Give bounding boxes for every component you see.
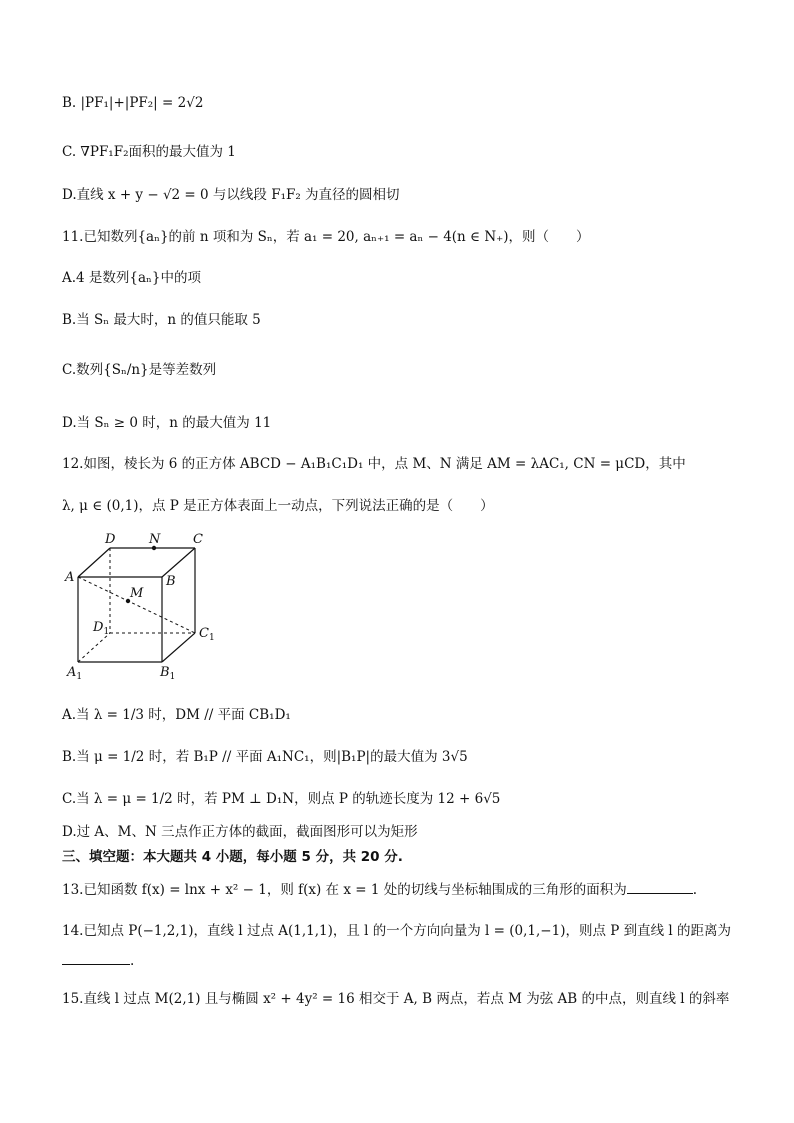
cube-figure xyxy=(60,530,240,690)
label-a: A xyxy=(65,570,75,585)
question-14: 14.已知点 P(−1,2,1)，直线 l 过点 A(1,1,1)，且 l 的一个方向向量为 l = (0,1,−1)，则点 P 到直线 l 的距离为 xyxy=(62,923,732,939)
label-d: D xyxy=(105,532,116,547)
question-12-line1: 12.如图，棱长为 6 的正方体 ABCD − A₁B₁C₁D₁ 中，点 M、N 满足 AM = λAC₁, CN = μCD，其中 xyxy=(62,456,686,472)
edge-a-d xyxy=(78,548,110,577)
option-12a: A.当 λ = 1/3 时，DM // 平面 CB₁D₁ xyxy=(62,707,291,723)
edge-b-c xyxy=(162,548,195,577)
question-13-text: 13.已知函数 f(x) = lnx + x² − 1，则 f(x) 在 x = 1 处的切线与坐标轴围成的三角形的面积为 xyxy=(62,882,627,898)
question-13 xyxy=(62,878,697,898)
section-3-heading: 三、填空题：本大题共 4 小题，每小题 5 分，共 20 分. xyxy=(62,849,403,865)
option-10c: C. ∇PF₁F₂面积的最大值为 1 xyxy=(62,144,236,160)
label-b1: $B_1$ xyxy=(160,665,176,682)
option-10b: B. |PF₁|+|PF₂| = 2√2 xyxy=(62,95,204,111)
option-11d: D.当 Sₙ ≥ 0 时，n 的最大值为 11 xyxy=(62,415,272,431)
option-12d: D.过 A、M、N 三点作正方体的截面，截面图形可以为矩形 xyxy=(62,824,418,840)
option-11c: C.数列{Sₙ/n}是等差数列 xyxy=(62,362,217,378)
option-12b: B.当 μ = 1/2 时，若 B₁P // 平面 A₁NC₁，则|B₁P|的最大值为 3√5 xyxy=(62,749,468,765)
option-11b: B.当 Sₙ 最大时，n 的值只能取 5 xyxy=(62,312,261,328)
edge-b1-c1 xyxy=(162,633,195,662)
question-14-period: . xyxy=(130,953,135,969)
question-12-line2: λ, μ ∈ (0,1)，点 P 是正方体表面上一动点，下列说法正确的是（ ） xyxy=(62,498,494,514)
label-n: N xyxy=(149,532,161,547)
label-d1: $D_1$ xyxy=(93,620,110,637)
answer-blank-13 xyxy=(627,892,693,894)
question-13-period: . xyxy=(692,882,698,898)
answer-blank-14 xyxy=(62,963,130,965)
question-14-answer xyxy=(62,953,134,969)
label-c1: $C_1$ xyxy=(199,626,215,643)
question-15: 15.直线 l 过点 M(2,1) 且与椭圆 x² + 4y² = 16 相交于 A, B 两点，若点 M 为弦 AB 的中点，则直线 l 的斜率 xyxy=(62,991,730,1007)
label-m: M xyxy=(130,586,144,601)
option-12c: C.当 λ = μ = 1/2 时，若 PM ⊥ D₁N，则点 P 的轨迹长度为 12 + 6√5 xyxy=(62,791,501,807)
label-c: C xyxy=(193,532,203,547)
label-b: B xyxy=(166,574,176,589)
option-11a: A.4 是数列{aₙ}中的项 xyxy=(62,270,201,286)
option-10d: D.直线 x + y − √2 = 0 与以线段 F₁F₂ 为直径的圆相切 xyxy=(62,187,400,203)
question-11: 11.已知数列{aₙ}的前 n 项和为 Sₙ，若 a₁ = 20, aₙ₊₁ = aₙ − 4(n ∈ N₊)，则（ ） xyxy=(62,229,590,245)
label-a1: $A_1$ xyxy=(67,665,83,682)
edge-a1-d1-hidden xyxy=(78,633,110,662)
